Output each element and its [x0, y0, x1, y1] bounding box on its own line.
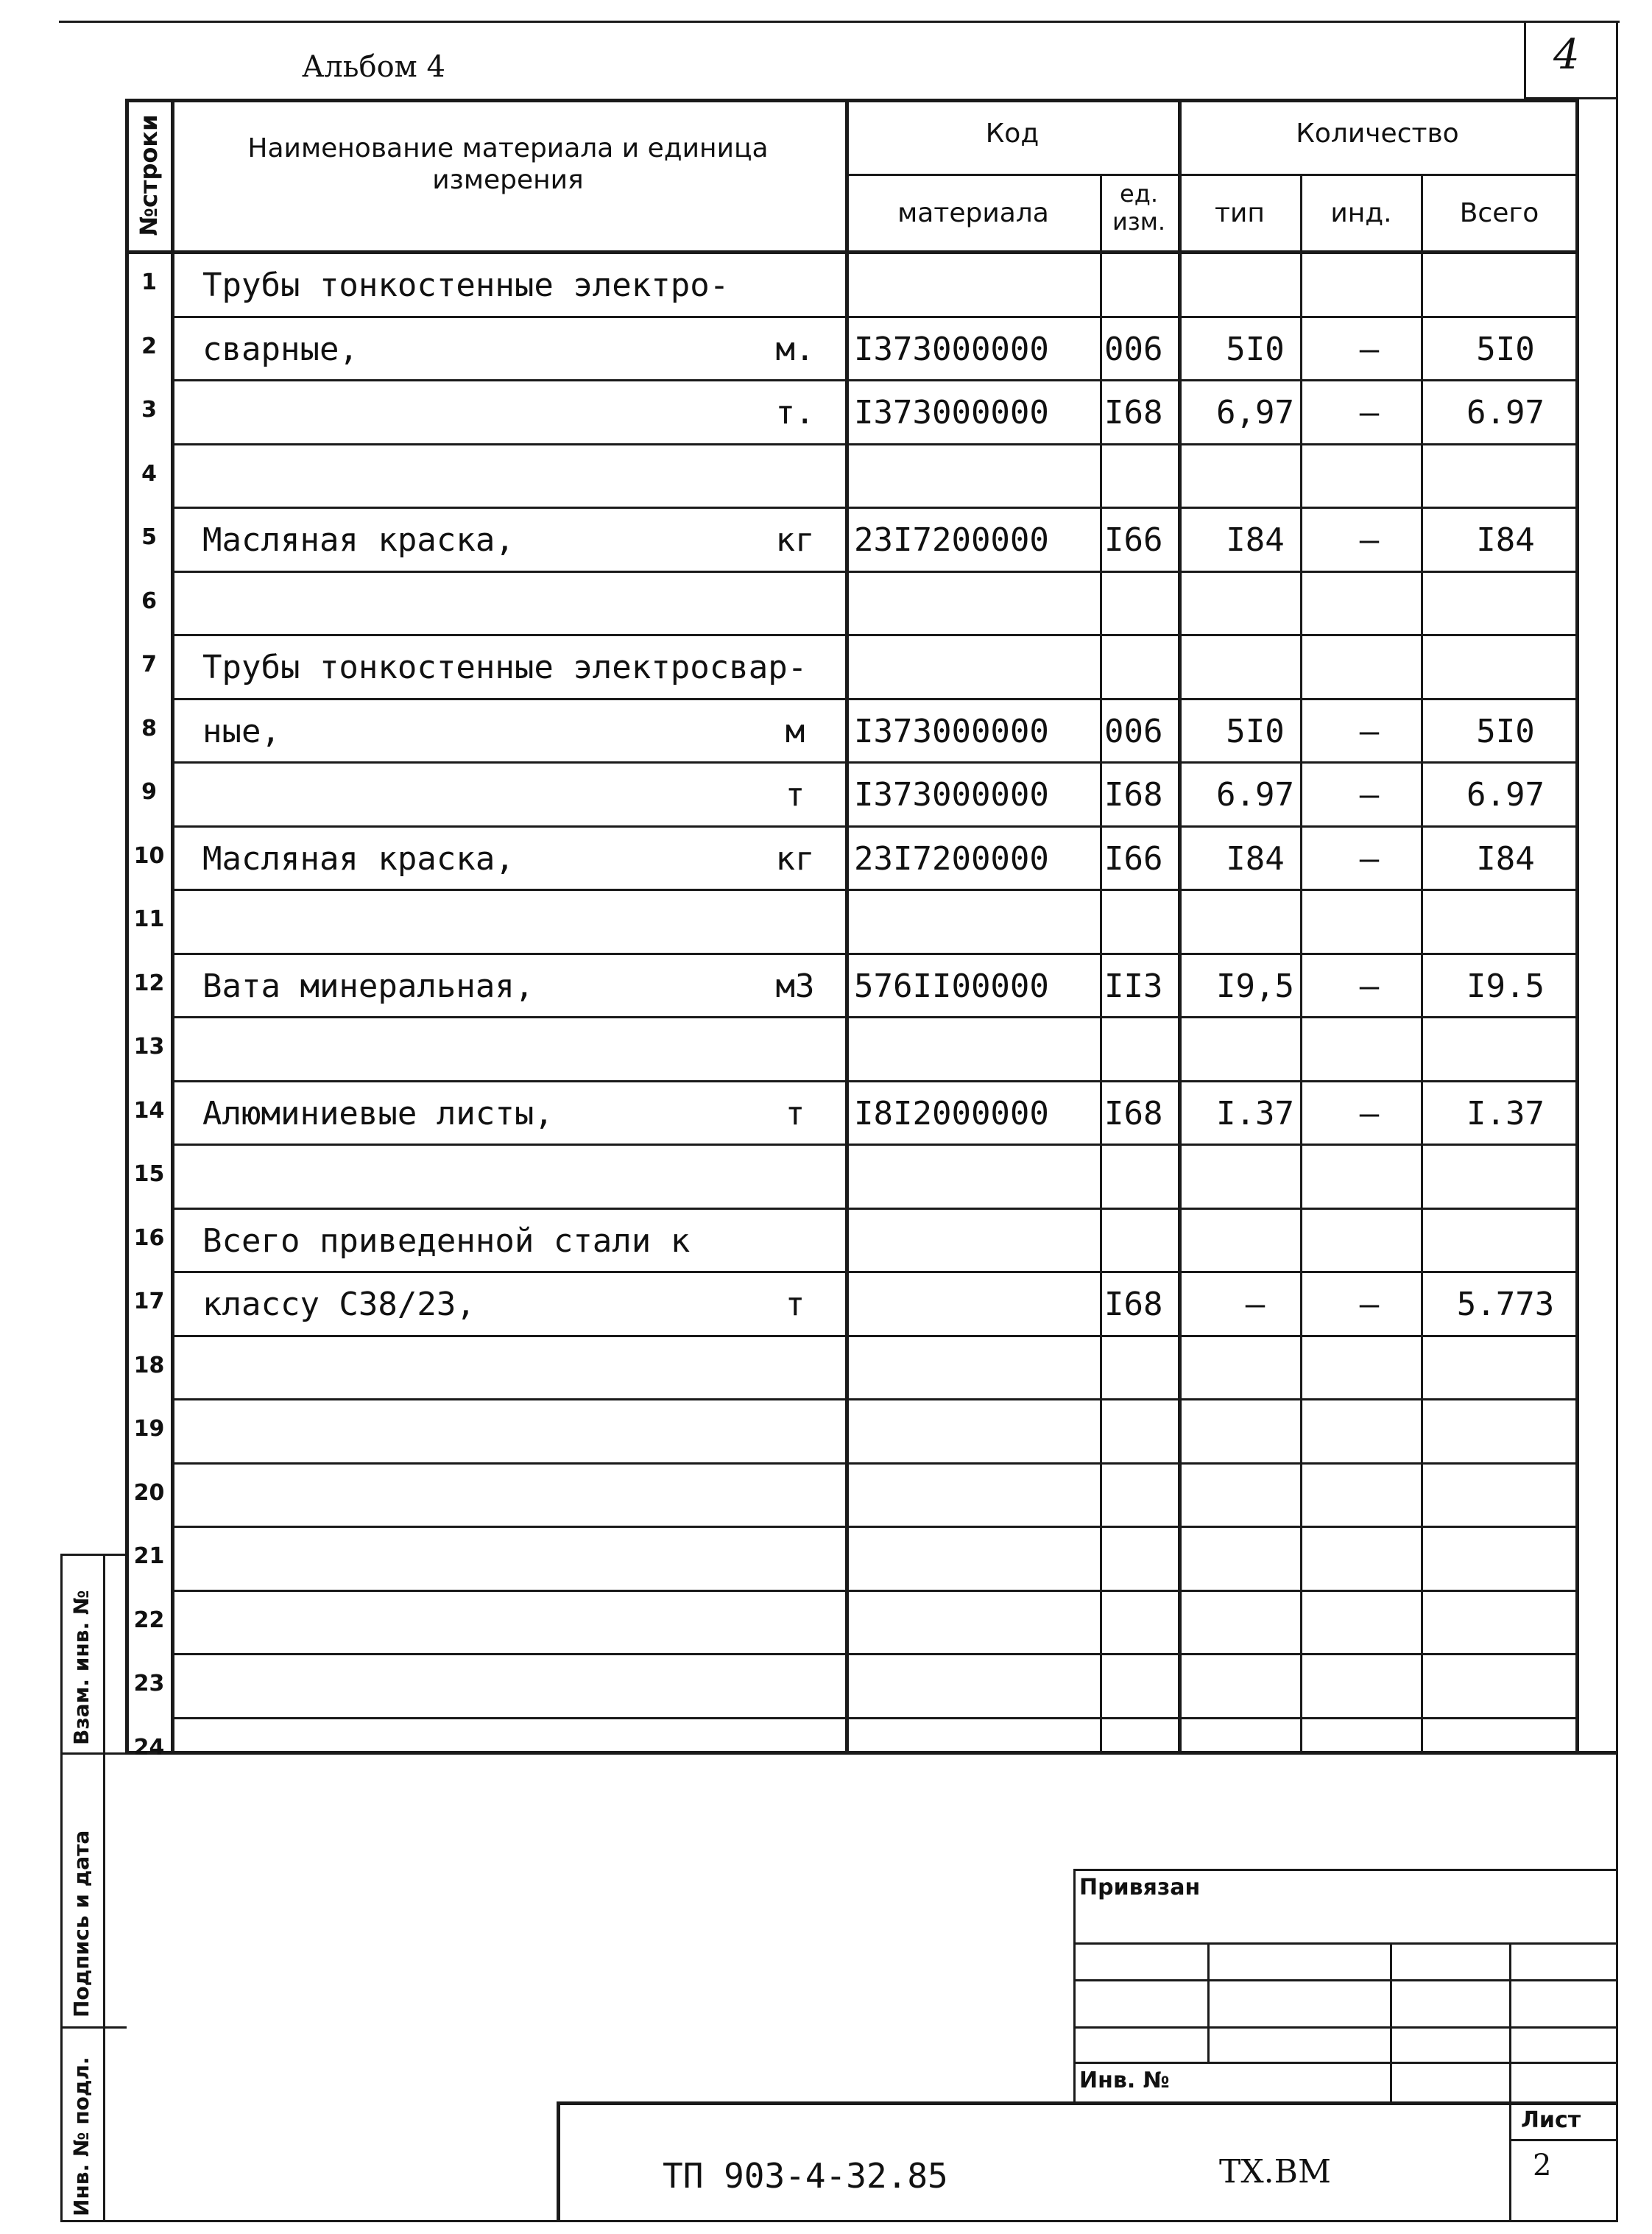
stamp-line-3 [1073, 2026, 1618, 2029]
col-header-qty-ind: инд. [1330, 198, 1392, 228]
qty-type: 5I0 [1226, 330, 1285, 368]
material-name: классу С38/23, [202, 1286, 476, 1323]
unit-code: I68 [1104, 1286, 1163, 1323]
row-separator [171, 698, 1575, 700]
col-header-name: Наименование материала и единица измерения [247, 133, 769, 196]
qty-total: 6.97 [1466, 776, 1545, 814]
material-name: Всего приведенной стали к [202, 1222, 691, 1260]
table-bottom [125, 1751, 1616, 1755]
qty-total: I.37 [1466, 1094, 1545, 1132]
row-number: 19 [133, 1416, 165, 1442]
stamp-line-2 [1073, 1979, 1618, 1981]
row-separator [171, 507, 1575, 509]
row-number: 24 [133, 1734, 165, 1761]
col-line-3 [1100, 174, 1102, 1754]
col-line-1 [171, 99, 174, 1754]
sheet-label: Лист [1521, 2107, 1581, 2133]
side-strip-top [60, 1554, 127, 1556]
row-separator [171, 953, 1575, 955]
stamp-line-4 [1073, 2062, 1618, 2064]
qty-individual: – [1359, 776, 1380, 814]
qty-individual: – [1359, 967, 1380, 1005]
row-number: 8 [141, 715, 157, 741]
col-header-code-material: материала [897, 198, 1049, 228]
row-number: 3 [141, 397, 157, 423]
qty-individual: – [1359, 394, 1380, 431]
page-number-corner: 4 [1553, 31, 1580, 79]
row-separator [171, 1398, 1575, 1400]
qty-type: 6,97 [1216, 394, 1294, 431]
unit-of-measure: т. [775, 394, 815, 431]
document-mark: ТХ.ВМ [1219, 2153, 1332, 2191]
stamp-privyazan: Привязан [1079, 1875, 1201, 1900]
row-separator [171, 1016, 1575, 1018]
unit-of-measure: м. [775, 330, 815, 368]
row-number: 5 [141, 524, 157, 550]
unit-code: I68 [1104, 1094, 1163, 1132]
row-number: 17 [133, 1289, 165, 1314]
row-separator [171, 379, 1575, 381]
row-number: 23 [133, 1671, 165, 1696]
material-name: Вата минеральная, [202, 967, 534, 1005]
stamp-col-1 [1207, 1942, 1210, 2064]
qty-total: I84 [1476, 521, 1535, 559]
stamp-col-2 [1390, 1942, 1392, 2104]
sheet-number: 2 [1533, 2149, 1552, 2182]
header-bottom [125, 250, 1579, 254]
col-line-4 [1178, 99, 1182, 1754]
col-header-code: Код [985, 119, 1039, 149]
unit-of-measure: кг [775, 839, 815, 878]
qty-total: 5I0 [1476, 712, 1535, 750]
row-separator [171, 1080, 1575, 1082]
qty-type: 6.97 [1216, 776, 1294, 814]
row-separator [171, 1526, 1575, 1528]
album-title: Альбом 4 [302, 50, 445, 84]
table-top [125, 99, 1579, 102]
col-header-row-no: №строки [135, 114, 163, 236]
qty-type: I84 [1226, 521, 1285, 559]
qty-type: – [1245, 1286, 1266, 1323]
row-separator [171, 316, 1575, 318]
side-strip-line-2 [60, 2026, 127, 2029]
row-number: 4 [141, 460, 157, 487]
row-separator [171, 825, 1575, 828]
unit-code: I66 [1104, 839, 1163, 878]
col-line-6 [1421, 174, 1423, 1754]
left-border [60, 1554, 63, 2222]
unit-of-measure: т [785, 1286, 805, 1323]
unit-of-measure: м3 [775, 967, 815, 1005]
row-separator [171, 889, 1575, 891]
qty-individual: – [1359, 1094, 1380, 1132]
side-label-podpis: Подпись и дата [69, 1830, 93, 2018]
qty-total: I9.5 [1466, 967, 1545, 1005]
side-label-vzam: Взам. инв. № [69, 1590, 93, 1745]
col-header-qty-total: Всего [1459, 198, 1539, 228]
main-stamp-left [557, 2101, 560, 2222]
row-separator [171, 571, 1575, 573]
qty-type: I.37 [1216, 1094, 1294, 1132]
row-number: 7 [141, 652, 157, 677]
corner-divider [1524, 21, 1526, 99]
row-number: 11 [133, 906, 165, 932]
unit-of-measure: кг [775, 521, 815, 559]
side-strip-divider [103, 1554, 105, 2222]
stamp-top [1073, 1869, 1618, 1871]
stamp-inv-no: Инв. № [1079, 2068, 1170, 2093]
qty-individual: – [1359, 330, 1380, 368]
row-number: 12 [133, 970, 165, 996]
material-code: 23I7200000 [854, 521, 1049, 559]
qty-total: 6.97 [1466, 394, 1545, 431]
row-number: 13 [133, 1034, 165, 1060]
row-separator [171, 1590, 1575, 1592]
sheet-label-line [1509, 2139, 1618, 2141]
qty-individual: – [1359, 1286, 1380, 1323]
row-separator [171, 1717, 1575, 1719]
row-number: 22 [133, 1607, 165, 1633]
row-separator [171, 634, 1575, 636]
qty-type: 5I0 [1226, 712, 1285, 750]
col-header-code-unit: ед. изм. [1112, 180, 1166, 236]
qty-total: 5.773 [1456, 1286, 1555, 1323]
table-right [1575, 99, 1579, 1754]
unit-of-measure: м [785, 712, 805, 750]
material-code: I373000000 [854, 776, 1049, 814]
unit-code: II3 [1104, 967, 1163, 1005]
row-number: 21 [133, 1543, 165, 1569]
qty-individual: – [1359, 521, 1380, 559]
unit-of-measure: т [785, 776, 805, 814]
side-strip-line-1 [60, 1752, 127, 1755]
qty-type: I9,5 [1216, 967, 1294, 1005]
top-border [59, 21, 1620, 23]
material-code: I373000000 [854, 394, 1049, 431]
row-number: 2 [141, 333, 157, 359]
unit-code: I68 [1104, 394, 1163, 431]
material-name: сварные, [202, 330, 359, 368]
row-number: 14 [133, 1097, 165, 1124]
qty-type: I84 [1226, 839, 1285, 878]
material-name: Трубы тонкостенные электросвар- [202, 649, 808, 686]
material-code: 576II00000 [854, 967, 1049, 1005]
row-number: 16 [133, 1225, 165, 1251]
unit-code: 006 [1104, 330, 1163, 368]
material-code: 23I7200000 [854, 839, 1049, 878]
row-number: 6 [141, 588, 157, 614]
header-subline [845, 174, 1575, 176]
material-code: I8I2000000 [854, 1094, 1049, 1132]
material-name: ные, [202, 712, 280, 750]
qty-individual: – [1359, 839, 1380, 878]
material-code: I373000000 [854, 330, 1049, 368]
col-line-2 [845, 99, 849, 1754]
qty-individual: – [1359, 712, 1380, 750]
material-code: I373000000 [854, 712, 1049, 750]
col-header-qty-type: тип [1215, 198, 1265, 228]
material-name: Масляная краска, [202, 839, 515, 878]
unit-of-measure: т [785, 1094, 805, 1132]
qty-total: 5I0 [1476, 330, 1535, 368]
row-number: 20 [133, 1479, 165, 1506]
row-number: 10 [133, 842, 165, 869]
row-separator [171, 1271, 1575, 1273]
row-number: 9 [141, 779, 157, 805]
main-stamp-top [557, 2101, 1618, 2105]
row-number: 18 [133, 1352, 165, 1378]
side-label-inv-podl: Инв. № подл. [69, 2057, 93, 2216]
col-header-qty: Количество [1296, 119, 1459, 149]
material-name: Трубы тонкостенные электро- [202, 267, 730, 304]
stamp-line-1 [1073, 1942, 1618, 1945]
unit-code: I66 [1104, 521, 1163, 559]
row-separator [171, 1208, 1575, 1210]
material-name: Масляная краска, [202, 521, 515, 559]
row-separator [171, 1462, 1575, 1465]
unit-code: I68 [1104, 776, 1163, 814]
row-separator [171, 1653, 1575, 1655]
material-name: Алюминиевые листы, [202, 1094, 554, 1132]
row-number: 1 [141, 269, 157, 295]
unit-code: 006 [1104, 712, 1163, 750]
qty-total: I84 [1476, 839, 1535, 878]
stamp-col-3 [1509, 1942, 1511, 2222]
stamp-left [1073, 1869, 1076, 2104]
right-border [1616, 21, 1618, 2222]
row-separator [171, 443, 1575, 445]
row-separator [171, 1144, 1575, 1146]
row-separator [171, 761, 1575, 764]
document-code: ТП 903-4-32.85 [663, 2156, 948, 2196]
row-separator [171, 1335, 1575, 1337]
row-number: 15 [133, 1161, 165, 1187]
bottom-border [60, 2220, 1618, 2222]
